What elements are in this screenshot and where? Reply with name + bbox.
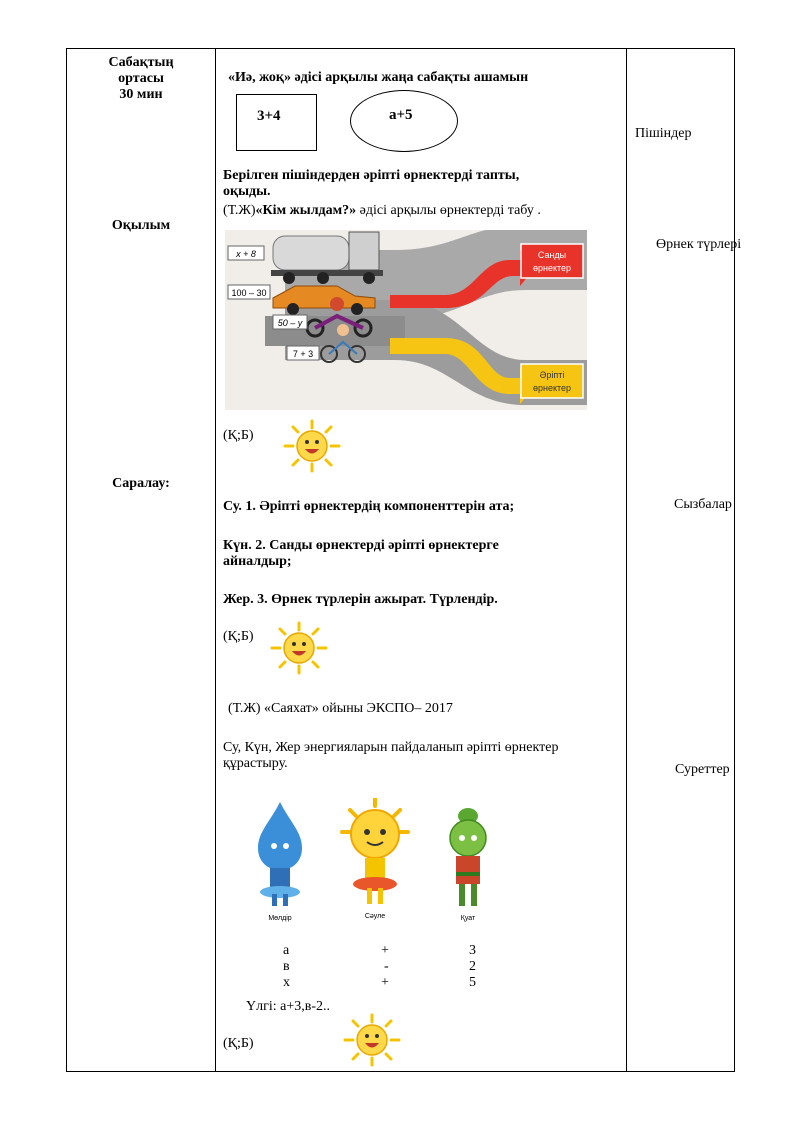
sign-literal-l1: Әріпті xyxy=(539,370,565,380)
shape-rectangle xyxy=(236,94,317,151)
resource-pictures: Суреттер xyxy=(675,762,730,777)
reading-label: Оқылым xyxy=(111,218,171,233)
stage-line-2: ортасы xyxy=(118,71,164,86)
expr-row-2-num: 2 xyxy=(469,959,476,974)
resource-expression-types: Өрнек түрлері xyxy=(656,237,742,252)
truck-tank xyxy=(273,236,349,270)
car-wheel xyxy=(287,303,299,315)
car-wheel xyxy=(351,303,363,315)
group-method: «Кім жылдам?» xyxy=(255,203,357,218)
sign-numeric-l1: Санды xyxy=(537,250,567,260)
level-3-task: Жер. 3. Өрнек түрлерін ажырат. Түрлендір. xyxy=(223,592,498,607)
sign-numeric-l2: өрнектер xyxy=(532,263,572,273)
rider-helmet xyxy=(330,297,344,311)
shape-rectangle-expr: 3+4 xyxy=(257,108,281,124)
mascot-earth-name: Қуат xyxy=(460,915,476,922)
truck-wheel xyxy=(363,272,375,284)
level-2-task-line-1: Күн. 2. Санды өрнектерді әріпті өрнектерге xyxy=(223,538,499,553)
mascot-water-name: Мөлдір xyxy=(268,915,292,922)
resource-shapes: Пішіндер xyxy=(635,126,692,141)
sun-smiley-icon xyxy=(280,418,344,474)
mascot-earth xyxy=(450,808,486,922)
evaluation-1: (Қ;Б) xyxy=(223,428,254,443)
expr-row-1-num: 3 xyxy=(469,943,476,958)
shape-ellipse xyxy=(350,90,458,152)
column-divider-2 xyxy=(626,49,627,1071)
column-divider-1 xyxy=(215,49,216,1071)
expr-row-3-op: + xyxy=(381,975,389,990)
plate-1-text: x + 8 xyxy=(236,249,256,259)
stage-line-3: 30 мин xyxy=(119,87,163,102)
truck-cab xyxy=(349,232,379,270)
shape-ellipse-expr: a+5 xyxy=(389,107,413,123)
expr-row-1-var: a xyxy=(283,943,290,958)
expo-mascots xyxy=(240,798,510,926)
truck-wheel xyxy=(317,272,329,284)
evaluation-2: (Қ;Б) xyxy=(223,629,254,644)
expr-row-2-var: в xyxy=(283,959,290,974)
sun-smiley-icon xyxy=(267,620,331,676)
task-line-2: оқыды. xyxy=(223,184,271,199)
energy-task-line-2: құрастыру. xyxy=(223,756,288,771)
stage-line-1: Сабақтың xyxy=(108,55,174,70)
mascot-sun xyxy=(342,798,408,920)
mascot-water xyxy=(258,802,302,922)
sun-smiley-icon xyxy=(340,1012,404,1068)
sign-literal-l2: өрнектер xyxy=(532,383,572,393)
plate-4-text: 7 + 3 xyxy=(292,349,314,359)
level-1-task: Су. 1. Әріпті өрнектердің компоненттерін ата; xyxy=(223,499,515,514)
plate-3-text: 50 – y xyxy=(277,318,303,328)
truck-wheel xyxy=(283,272,295,284)
resource-diagrams: Сызбалар xyxy=(674,497,732,512)
game-line: (Т.Ж) «Саяхат» ойыны ЭКСПО– 2017 xyxy=(228,701,453,716)
expr-row-1-op: + xyxy=(381,943,389,958)
group-task xyxy=(223,203,541,218)
plate-2-text: 100 – 30 xyxy=(231,288,267,298)
expr-row-3-var: x xyxy=(283,975,290,990)
expr-row-3-num: 5 xyxy=(469,975,476,990)
traffic-illustration xyxy=(225,230,587,410)
differentiation-label: Саралау: xyxy=(112,476,170,491)
energy-task-line-1: Су, Күн, Жер энергияларын пайдаланып әріпті өрнектер xyxy=(223,740,559,755)
sample-line: Үлгі: а+3,в-2.. xyxy=(246,999,330,1014)
method-title: «Иә, жоқ» әдісі арқылы жаңа сабақты ашамын xyxy=(228,70,529,85)
group-rest: әдісі арқылы өрнектерді табу . xyxy=(356,203,541,218)
expr-row-2-op: - xyxy=(384,959,389,974)
group-prefix: (Т.Ж) xyxy=(223,203,256,218)
task-line-1: Берілген пішіндерден әріпті өрнектерді тапты, xyxy=(223,168,520,183)
mascot-sun-name: Сәуле xyxy=(364,913,386,920)
level-2-task-line-2: айналдыр; xyxy=(223,554,292,569)
evaluation-3: (Қ;Б) xyxy=(223,1036,254,1051)
cyclist-head xyxy=(337,324,349,336)
